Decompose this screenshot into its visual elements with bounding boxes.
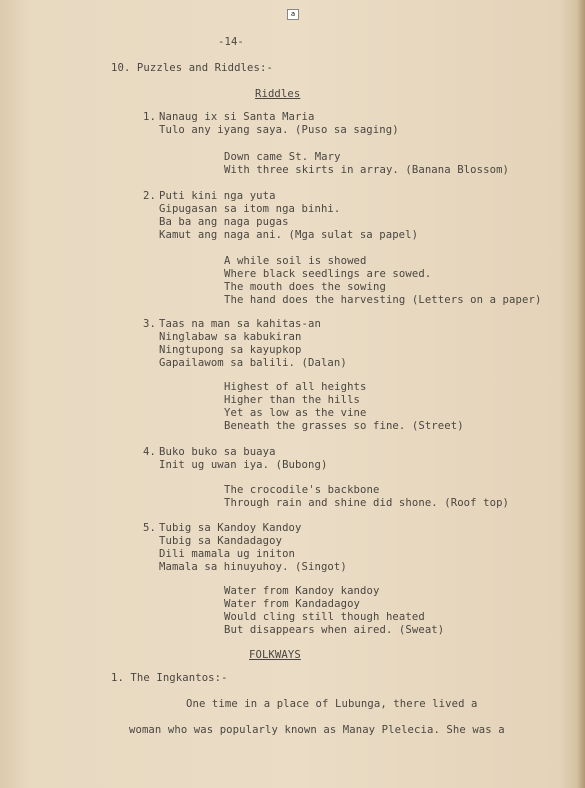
riddle-number: 5. <box>143 522 156 534</box>
riddle-english-line: Yet as low as the vine <box>224 407 367 419</box>
riddle-english-line: With three skirts in array. (Banana Blossom) <box>224 164 510 176</box>
riddle-native-line: Tubig sa Kandoy Kandoy <box>159 522 302 534</box>
riddle-native-line: Dili mamala ug initon <box>159 548 296 560</box>
folkways-item: 1. The Ingkantos:- <box>111 672 228 684</box>
page-number: -14- <box>218 36 244 48</box>
riddle-english-line: Through rain and shine did shone. (Roof top) <box>224 497 510 509</box>
riddle-english-line: Down came St. Mary <box>224 151 341 163</box>
riddle-native-line: Taas na man sa kahitas-an <box>159 318 321 330</box>
riddle-native-line: Kamut ang naga ani. (Mga sulat sa papel) <box>159 229 419 241</box>
riddle-native-line: Puti kini nga yuta <box>159 190 276 202</box>
section-heading: 10. Puzzles and Riddles:- <box>111 62 273 74</box>
paragraph-line: woman who was popularly known as Manay Plelecia. She was a <box>129 724 505 736</box>
corner-mark: a <box>287 9 299 20</box>
riddle-native-line: Init ug uwan iya. (Bubong) <box>159 459 328 471</box>
riddle-english-line: Highest of all heights <box>224 381 367 393</box>
riddle-native-line: Ninglabaw sa kabukiran <box>159 331 302 343</box>
riddle-english-line: The crocodile's backbone <box>224 484 380 496</box>
riddle-native-line: Gapailawom sa balili. (Dalan) <box>159 357 347 369</box>
riddle-native-line: Nanaug ix si Santa Maria <box>159 111 315 123</box>
riddles-heading: Riddles <box>255 88 301 100</box>
riddle-english-line: Higher than the hills <box>224 394 361 406</box>
riddle-english-line: Beneath the grasses so fine. (Street) <box>224 420 464 432</box>
riddle-native-line: Ba ba ang naga pugas <box>159 216 289 228</box>
riddle-english-line: Where black seedlings are sowed. <box>224 268 432 280</box>
riddle-native-line: Mamala sa hinuyuhoy. (Singot) <box>159 561 347 573</box>
riddle-english-line: A while soil is showed <box>224 255 367 267</box>
riddle-native-line: Gipugasan sa itom nga binhi. <box>159 203 341 215</box>
paragraph-line: One time in a place of Lubunga, there lived a <box>186 698 478 710</box>
riddle-english-line: But disappears when aired. (Sweat) <box>224 624 445 636</box>
riddle-english-line: Water from Kandoy kandoy <box>224 585 380 597</box>
riddle-english-line: The mouth does the sowing <box>224 281 386 293</box>
page-edge-shadow <box>577 0 585 788</box>
riddle-native-line: Tubig sa Kandadagoy <box>159 535 283 547</box>
riddle-native-line: Ningtupong sa kayupkop <box>159 344 302 356</box>
riddle-native-line: Tulo any iyang saya. (Puso sa saging) <box>159 124 399 136</box>
riddle-number: 1. <box>143 111 156 123</box>
riddle-english-line: Water from Kandadagoy <box>224 598 361 610</box>
riddle-number: 4. <box>143 446 156 458</box>
riddle-english-line: Would cling still though heated <box>224 611 425 623</box>
folkways-heading: FOLKWAYS <box>249 649 301 661</box>
riddle-english-line: The hand does the harvesting (Letters on a paper) <box>224 294 542 306</box>
riddle-native-line: Buko buko sa buaya <box>159 446 276 458</box>
riddle-number: 2. <box>143 190 156 202</box>
riddle-number: 3. <box>143 318 156 330</box>
